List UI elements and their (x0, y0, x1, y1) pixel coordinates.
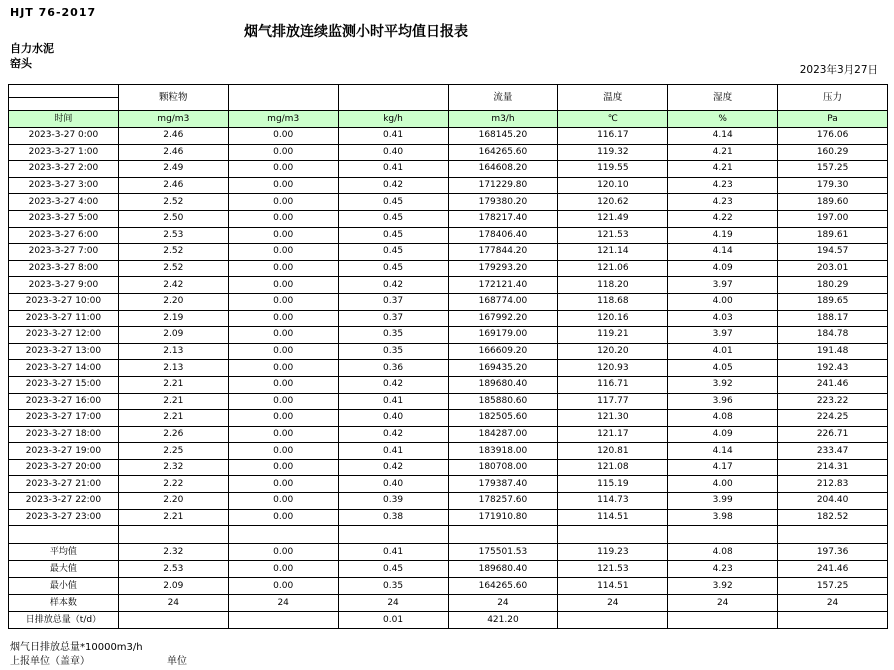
summary-value-cell: 0.41 (338, 544, 448, 561)
value-cell: 116.17 (558, 128, 668, 145)
value-cell: 2.46 (118, 177, 228, 194)
table-row (9, 144, 888, 161)
value-cell: 2.09 (118, 327, 228, 344)
value-cell: 0.42 (338, 177, 448, 194)
summary-value-cell: 3.92 (668, 578, 778, 595)
value-cell: 0.40 (338, 410, 448, 427)
value-cell: 3.92 (668, 376, 778, 393)
time-cell: 2023-3-27 19:00 (9, 443, 119, 460)
summary-value-cell: 0.35 (338, 578, 448, 595)
summary-value-cell: 24 (778, 595, 888, 612)
table-row (9, 177, 888, 194)
value-cell: 0.00 (228, 244, 338, 261)
summary-label-cell: 样本数 (9, 595, 119, 612)
value-cell: 0.35 (338, 327, 448, 344)
table-row (9, 128, 888, 145)
value-cell: 214.31 (778, 459, 888, 476)
value-cell: 0.00 (228, 426, 338, 443)
empty-cell (338, 526, 448, 544)
summary-row (9, 578, 888, 595)
value-cell: 172121.40 (448, 277, 558, 294)
empty-cell (668, 526, 778, 544)
spacer-row (9, 526, 888, 544)
standard-code: HJT 76-2017 (10, 6, 97, 19)
value-cell: 0.41 (338, 161, 448, 178)
value-cell: 0.42 (338, 426, 448, 443)
pollutant-group-header: 压力 (778, 85, 888, 111)
value-cell: 0.40 (338, 476, 448, 493)
value-cell: 192.43 (778, 360, 888, 377)
value-cell: 0.00 (228, 227, 338, 244)
value-cell: 180.29 (778, 277, 888, 294)
value-cell: 117.77 (558, 393, 668, 410)
value-cell: 184.78 (778, 327, 888, 344)
value-cell: 2.21 (118, 393, 228, 410)
value-cell: 2.20 (118, 293, 228, 310)
value-cell: 226.71 (778, 426, 888, 443)
value-cell: 2.49 (118, 161, 228, 178)
value-cell: 120.93 (558, 360, 668, 377)
summary-value-cell: 164265.60 (448, 578, 558, 595)
summary-value-cell (118, 612, 228, 629)
time-header-top-cell (9, 85, 119, 98)
value-cell: 164608.20 (448, 161, 558, 178)
time-cell: 2023-3-27 8:00 (9, 260, 119, 277)
value-cell: 4.21 (668, 144, 778, 161)
hourly-average-table (8, 84, 888, 629)
table-row (9, 310, 888, 327)
value-cell: 119.55 (558, 161, 668, 178)
value-cell: 2.46 (118, 144, 228, 161)
summary-value-cell (228, 612, 338, 629)
unit-header-cell: kg/h (338, 111, 448, 128)
value-cell: 189.65 (778, 293, 888, 310)
value-cell: 121.30 (558, 410, 668, 427)
table-row (9, 293, 888, 310)
value-cell: 168774.00 (448, 293, 558, 310)
value-cell: 0.40 (338, 144, 448, 161)
value-cell: 2.13 (118, 343, 228, 360)
value-cell: 2.22 (118, 476, 228, 493)
summary-value-cell (668, 612, 778, 629)
value-cell: 189680.40 (448, 376, 558, 393)
value-cell: 185880.60 (448, 393, 558, 410)
value-cell: 2.32 (118, 459, 228, 476)
unit-label: 单位 (167, 656, 187, 667)
value-cell: 115.19 (558, 476, 668, 493)
value-cell: 0.00 (228, 376, 338, 393)
value-cell: 0.00 (228, 410, 338, 427)
value-cell: 171229.80 (448, 177, 558, 194)
value-cell: 169435.20 (448, 360, 558, 377)
pollutant-group-header (338, 85, 448, 111)
table-row (9, 393, 888, 410)
summary-value-cell: 2.53 (118, 561, 228, 578)
summary-label-cell: 日排放总量（t/d） (9, 612, 119, 629)
summary-value-cell: 4.23 (668, 561, 778, 578)
value-cell: 180708.00 (448, 459, 558, 476)
summary-value-cell: 114.51 (558, 578, 668, 595)
monitoring-point-name: 窑头 (10, 57, 32, 70)
value-cell: 0.00 (228, 459, 338, 476)
time-cell: 2023-3-27 15:00 (9, 376, 119, 393)
value-cell: 2.46 (118, 128, 228, 145)
value-cell: 116.71 (558, 376, 668, 393)
value-cell: 204.40 (778, 493, 888, 510)
value-cell: 0.45 (338, 227, 448, 244)
value-cell: 0.00 (228, 210, 338, 227)
time-cell: 2023-3-27 23:00 (9, 509, 119, 526)
value-cell: 2.13 (118, 360, 228, 377)
value-cell: 179380.20 (448, 194, 558, 211)
value-cell: 223.22 (778, 393, 888, 410)
value-cell: 0.45 (338, 210, 448, 227)
value-cell: 171910.80 (448, 509, 558, 526)
value-cell: 164265.60 (448, 144, 558, 161)
value-cell: 0.35 (338, 343, 448, 360)
value-cell: 4.23 (668, 177, 778, 194)
value-cell: 4.09 (668, 260, 778, 277)
summary-value-cell: 421.20 (448, 612, 558, 629)
time-cell: 2023-3-27 21:00 (9, 476, 119, 493)
time-cell: 2023-3-27 2:00 (9, 161, 119, 178)
value-cell: 178257.60 (448, 493, 558, 510)
table-row (9, 244, 888, 261)
time-cell: 2023-3-27 4:00 (9, 194, 119, 211)
pollutant-group-header: 颗粒物 (118, 85, 228, 111)
unit-header-cell: Pa (778, 111, 888, 128)
value-cell: 191.48 (778, 343, 888, 360)
value-cell: 189.61 (778, 227, 888, 244)
value-cell: 179.30 (778, 177, 888, 194)
empty-cell (9, 526, 119, 544)
summary-value-cell: 119.23 (558, 544, 668, 561)
summary-label-cell: 最小值 (9, 578, 119, 595)
value-cell: 2.52 (118, 194, 228, 211)
value-cell: 178217.40 (448, 210, 558, 227)
value-cell: 4.00 (668, 476, 778, 493)
pollutant-group-header: 流量 (448, 85, 558, 111)
value-cell: 233.47 (778, 443, 888, 460)
empty-cell (558, 526, 668, 544)
table-row (9, 493, 888, 510)
value-cell: 120.62 (558, 194, 668, 211)
time-cell: 2023-3-27 9:00 (9, 277, 119, 294)
value-cell: 166609.20 (448, 343, 558, 360)
summary-value-cell: 0.00 (228, 578, 338, 595)
value-cell: 4.23 (668, 194, 778, 211)
summary-value-cell: 197.36 (778, 544, 888, 561)
time-header-bottom-cell (9, 98, 119, 111)
value-cell: 0.45 (338, 194, 448, 211)
summary-value-cell: 24 (668, 595, 778, 612)
table-row (9, 227, 888, 244)
value-cell: 120.20 (558, 343, 668, 360)
report-title: 烟气排放连续监测小时平均值日报表 (244, 24, 468, 40)
flow-total-note: 烟气日排放总量*10000m3/h (10, 642, 143, 653)
value-cell: 0.00 (228, 177, 338, 194)
summary-row (9, 544, 888, 561)
summary-value-cell: 157.25 (778, 578, 888, 595)
value-cell: 120.16 (558, 310, 668, 327)
value-cell: 0.45 (338, 260, 448, 277)
value-cell: 2.25 (118, 443, 228, 460)
time-cell: 2023-3-27 11:00 (9, 310, 119, 327)
summary-value-cell: 175501.53 (448, 544, 558, 561)
summary-row (9, 612, 888, 629)
report-unit-label: 上报单位（盖章） (10, 656, 90, 667)
pollutant-group-header: 温度 (558, 85, 668, 111)
table-row (9, 260, 888, 277)
value-cell: 183918.00 (448, 443, 558, 460)
summary-value-cell (558, 612, 668, 629)
value-cell: 121.14 (558, 244, 668, 261)
value-cell: 118.68 (558, 293, 668, 310)
summary-value-cell: 189680.40 (448, 561, 558, 578)
value-cell: 2.50 (118, 210, 228, 227)
table-row (9, 210, 888, 227)
time-cell: 2023-3-27 0:00 (9, 128, 119, 145)
time-cell: 2023-3-27 6:00 (9, 227, 119, 244)
value-cell: 179293.20 (448, 260, 558, 277)
value-cell: 4.08 (668, 410, 778, 427)
value-cell: 197.00 (778, 210, 888, 227)
value-cell: 167992.20 (448, 310, 558, 327)
value-cell: 4.22 (668, 210, 778, 227)
empty-cell (118, 526, 228, 544)
value-cell: 119.21 (558, 327, 668, 344)
value-cell: 121.53 (558, 227, 668, 244)
pollutant-group-header: 湿度 (668, 85, 778, 111)
summary-value-cell: 241.46 (778, 561, 888, 578)
table-row (9, 327, 888, 344)
value-cell: 224.25 (778, 410, 888, 427)
table-row (9, 410, 888, 427)
value-cell: 2.26 (118, 426, 228, 443)
pollutant-group-header (228, 85, 338, 111)
value-cell: 4.21 (668, 161, 778, 178)
value-cell: 2.20 (118, 493, 228, 510)
empty-cell (778, 526, 888, 544)
value-cell: 0.00 (228, 128, 338, 145)
value-cell: 4.05 (668, 360, 778, 377)
value-cell: 120.81 (558, 443, 668, 460)
value-cell: 184287.00 (448, 426, 558, 443)
time-cell: 2023-3-27 18:00 (9, 426, 119, 443)
summary-value-cell: 24 (448, 595, 558, 612)
table-row (9, 426, 888, 443)
time-cell: 2023-3-27 20:00 (9, 459, 119, 476)
value-cell: 179387.40 (448, 476, 558, 493)
time-cell: 2023-3-27 3:00 (9, 177, 119, 194)
value-cell: 2.19 (118, 310, 228, 327)
time-cell: 2023-3-27 12:00 (9, 327, 119, 344)
value-cell: 0.41 (338, 393, 448, 410)
table-row (9, 360, 888, 377)
value-cell: 3.99 (668, 493, 778, 510)
value-cell: 0.00 (228, 260, 338, 277)
value-cell: 168145.20 (448, 128, 558, 145)
value-cell: 0.37 (338, 293, 448, 310)
time-cell: 2023-3-27 5:00 (9, 210, 119, 227)
value-cell: 4.09 (668, 426, 778, 443)
summary-value-cell: 2.09 (118, 578, 228, 595)
value-cell: 0.42 (338, 459, 448, 476)
summary-value-cell: 2.32 (118, 544, 228, 561)
unit-header-cell: ℃ (558, 111, 668, 128)
summary-row (9, 595, 888, 612)
value-cell: 241.46 (778, 376, 888, 393)
value-cell: 0.42 (338, 277, 448, 294)
time-cell: 2023-3-27 16:00 (9, 393, 119, 410)
value-cell: 0.00 (228, 343, 338, 360)
value-cell: 0.00 (228, 443, 338, 460)
value-cell: 0.00 (228, 310, 338, 327)
summary-value-cell: 24 (338, 595, 448, 612)
table-row (9, 343, 888, 360)
time-cell: 2023-3-27 13:00 (9, 343, 119, 360)
empty-cell (228, 526, 338, 544)
table-row (9, 161, 888, 178)
report-date: 2023年3月27日 (799, 64, 878, 76)
summary-value-cell: 0.01 (338, 612, 448, 629)
summary-value-cell: 0.00 (228, 561, 338, 578)
value-cell: 0.36 (338, 360, 448, 377)
time-cell: 2023-3-27 14:00 (9, 360, 119, 377)
value-cell: 160.29 (778, 144, 888, 161)
time-cell: 2023-3-27 10:00 (9, 293, 119, 310)
value-cell: 114.73 (558, 493, 668, 510)
value-cell: 4.03 (668, 310, 778, 327)
table-row (9, 194, 888, 211)
value-cell: 176.06 (778, 128, 888, 145)
unit-header-row (9, 111, 888, 128)
value-cell: 0.00 (228, 327, 338, 344)
value-cell: 182505.60 (448, 410, 558, 427)
value-cell: 118.20 (558, 277, 668, 294)
summary-value-cell: 121.53 (558, 561, 668, 578)
value-cell: 0.38 (338, 509, 448, 526)
table-row (9, 443, 888, 460)
value-cell: 4.19 (668, 227, 778, 244)
time-cell: 2023-3-27 22:00 (9, 493, 119, 510)
value-cell: 3.97 (668, 277, 778, 294)
table-row (9, 476, 888, 493)
value-cell: 121.49 (558, 210, 668, 227)
value-cell: 3.98 (668, 509, 778, 526)
summary-value-cell: 24 (558, 595, 668, 612)
value-cell: 0.42 (338, 376, 448, 393)
company-name: 自力水泥 (10, 42, 54, 55)
value-cell: 4.17 (668, 459, 778, 476)
table-row (9, 459, 888, 476)
value-cell: 169179.00 (448, 327, 558, 344)
summary-label-cell: 最大值 (9, 561, 119, 578)
value-cell: 178406.40 (448, 227, 558, 244)
value-cell: 203.01 (778, 260, 888, 277)
value-cell: 194.57 (778, 244, 888, 261)
value-cell: 114.51 (558, 509, 668, 526)
value-cell: 0.37 (338, 310, 448, 327)
value-cell: 0.00 (228, 277, 338, 294)
summary-value-cell: 0.00 (228, 544, 338, 561)
value-cell: 177844.20 (448, 244, 558, 261)
value-cell: 189.60 (778, 194, 888, 211)
value-cell: 0.00 (228, 293, 338, 310)
value-cell: 4.01 (668, 343, 778, 360)
unit-header-cell: mg/m3 (118, 111, 228, 128)
summary-value-cell (778, 612, 888, 629)
value-cell: 0.45 (338, 244, 448, 261)
value-cell: 0.00 (228, 360, 338, 377)
summary-value-cell: 0.45 (338, 561, 448, 578)
value-cell: 188.17 (778, 310, 888, 327)
summary-value-cell: 24 (228, 595, 338, 612)
value-cell: 119.32 (558, 144, 668, 161)
value-cell: 0.00 (228, 144, 338, 161)
value-cell: 0.00 (228, 476, 338, 493)
value-cell: 182.52 (778, 509, 888, 526)
value-cell: 121.17 (558, 426, 668, 443)
summary-label-cell: 平均值 (9, 544, 119, 561)
value-cell: 2.42 (118, 277, 228, 294)
value-cell: 157.25 (778, 161, 888, 178)
unit-header-cell: m3/h (448, 111, 558, 128)
value-cell: 121.06 (558, 260, 668, 277)
value-cell: 2.21 (118, 410, 228, 427)
value-cell: 0.00 (228, 393, 338, 410)
value-cell: 120.10 (558, 177, 668, 194)
value-cell: 2.52 (118, 260, 228, 277)
value-cell: 2.53 (118, 227, 228, 244)
value-cell: 0.39 (338, 493, 448, 510)
value-cell: 4.14 (668, 128, 778, 145)
value-cell: 4.14 (668, 244, 778, 261)
unit-header-cell: mg/m3 (228, 111, 338, 128)
value-cell: 0.00 (228, 194, 338, 211)
value-cell: 0.41 (338, 128, 448, 145)
table-row (9, 376, 888, 393)
summary-value-cell: 24 (118, 595, 228, 612)
unit-header-cell: 时间 (9, 111, 119, 128)
time-cell: 2023-3-27 17:00 (9, 410, 119, 427)
value-cell: 0.00 (228, 509, 338, 526)
value-cell: 0.41 (338, 443, 448, 460)
table-row (9, 277, 888, 294)
value-cell: 0.00 (228, 493, 338, 510)
value-cell: 0.00 (228, 161, 338, 178)
value-cell: 2.21 (118, 509, 228, 526)
value-cell: 2.52 (118, 244, 228, 261)
time-cell: 2023-3-27 1:00 (9, 144, 119, 161)
value-cell: 2.21 (118, 376, 228, 393)
value-cell: 3.96 (668, 393, 778, 410)
time-cell: 2023-3-27 7:00 (9, 244, 119, 261)
summary-row (9, 561, 888, 578)
empty-cell (448, 526, 558, 544)
value-cell: 4.00 (668, 293, 778, 310)
value-cell: 212.83 (778, 476, 888, 493)
unit-header-cell: % (668, 111, 778, 128)
value-cell: 121.08 (558, 459, 668, 476)
table-row (9, 509, 888, 526)
value-cell: 3.97 (668, 327, 778, 344)
value-cell: 4.14 (668, 443, 778, 460)
summary-value-cell: 4.08 (668, 544, 778, 561)
